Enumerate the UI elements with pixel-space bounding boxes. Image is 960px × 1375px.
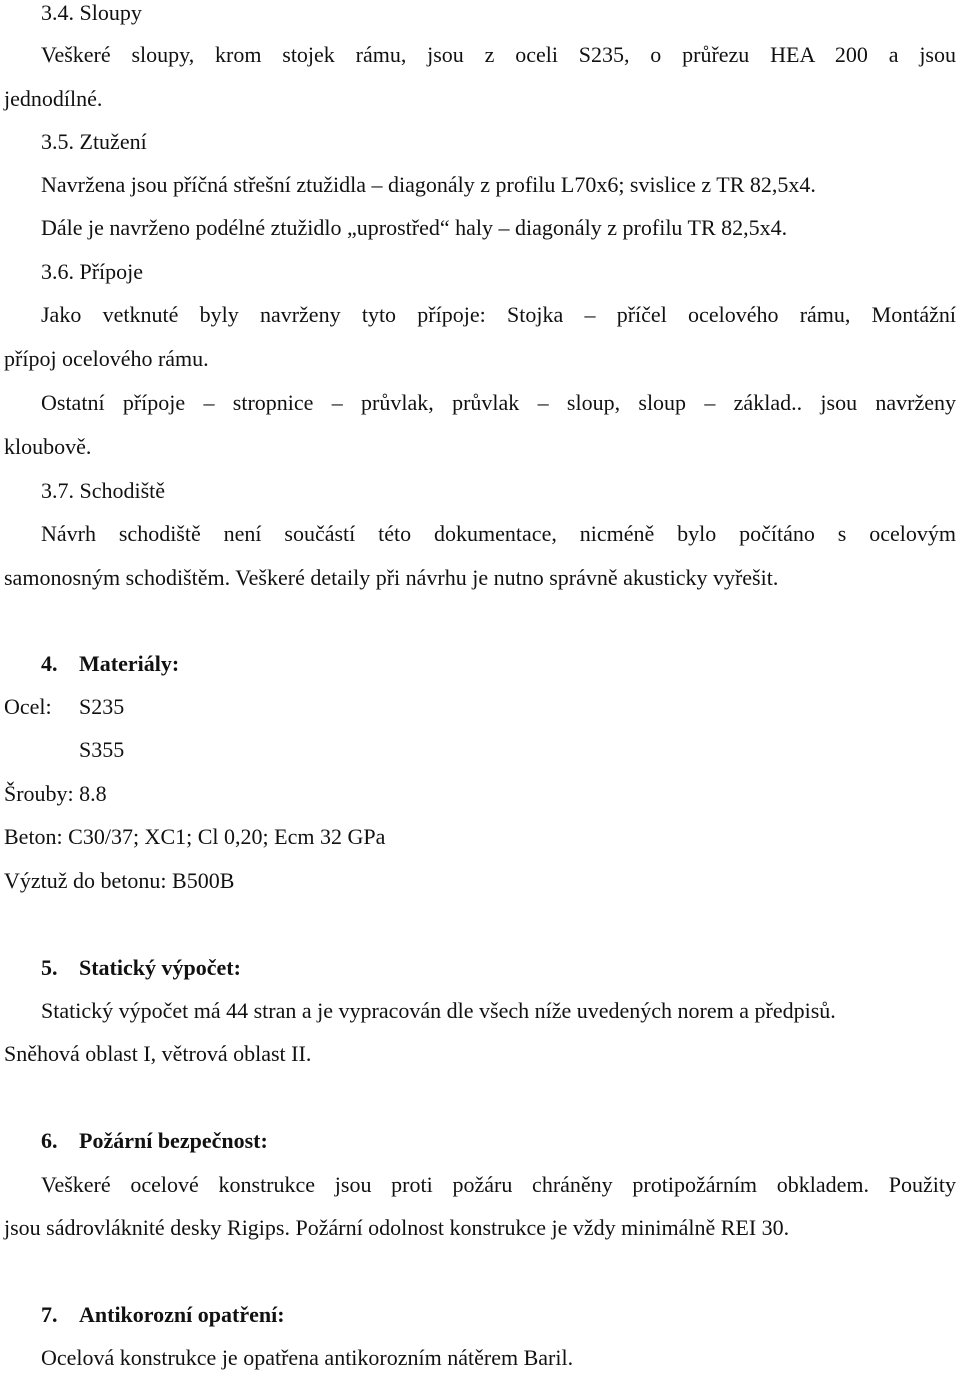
section-7-text-line-1: Ocelová konstrukce je opatřena antikorozním nátěrem Baril.	[41, 1345, 574, 1370]
section-6-text-line-2: jsou sádrovláknité desky Rigips. Požární odolnost konstrukce je vždy minimálně REI 30.	[4, 1215, 790, 1240]
section-3-6-text-line-1: Jako vetknuté byly navrženy tyto přípoje: Stojka – příčel ocelového rámu, Montážní	[41, 302, 956, 327]
section-5-text-line-2: Sněhová oblast I, větrová oblast II.	[4, 1041, 312, 1066]
materials-steel-grade-2: S355	[79, 737, 125, 762]
section-3-6-text-line-4: kloubově.	[4, 434, 92, 459]
section-3-6-text-line-2: přípoj ocelového rámu.	[4, 346, 209, 371]
section-6-number: 6.	[41, 1128, 58, 1153]
section-3-5-text-line-2: Dále je navrženo podélné ztužidlo „uprostřed“ haly – diagonály z profilu TR 82,5x4.	[41, 215, 788, 240]
section-3-7-text-line-2: samonosným schodištěm. Veškeré detaily při návrhu je nutno správně akusticky vyřešit.	[4, 565, 779, 590]
materials-rebar: Výztuž do betonu: B500B	[4, 868, 235, 893]
section-3-4-heading: 3.4. Sloupy	[41, 0, 142, 25]
section-4-title: Materiály:	[79, 651, 180, 676]
section-3-5-heading: 3.5. Ztužení	[41, 129, 147, 154]
section-5-title: Statický výpočet:	[79, 955, 241, 980]
section-7-title: Antikorozní opatření:	[79, 1302, 285, 1327]
materials-concrete: Beton: C30/37; XC1; Cl 0,20; Ecm 32 GPa	[4, 824, 386, 849]
section-3-4-text-line-1: Veškeré sloupy, krom stojek rámu, jsou z oceli S235, o průřezu HEA 200 a jsou	[41, 42, 956, 67]
materials-steel-grade-1: S235	[79, 694, 125, 719]
section-3-7-heading: 3.7. Schodiště	[41, 478, 166, 503]
section-3-6-heading: 3.6. Přípoje	[41, 259, 144, 284]
section-3-4-text-line-2: jednodílné.	[4, 86, 103, 111]
section-5-text-line-1: Statický výpočet má 44 stran a je vypracován dle všech níže uvedených norem a předpisů.	[41, 998, 836, 1023]
section-7-number: 7.	[41, 1302, 58, 1327]
materials-steel-label: Ocel:	[4, 694, 52, 719]
section-6-text-line-1: Veškeré ocelové konstrukce jsou proti požáru chráněny protipožárním obkladem. Použity	[41, 1172, 956, 1197]
section-5-number: 5.	[41, 955, 58, 980]
section-6-title: Požární bezpečnost:	[79, 1128, 268, 1153]
section-3-5-text-line-1: Navržena jsou příčná střešní ztužidla – diagonály z profilu L70x6; svislice z TR 82,5x4.	[41, 172, 816, 197]
materials-bolts: Šrouby: 8.8	[4, 781, 107, 806]
section-3-7-text-line-1: Návrh schodiště není součástí této dokumentace, nicméně bylo počítáno s ocelovým	[41, 521, 956, 546]
section-4-number: 4.	[41, 651, 58, 676]
section-3-6-text-line-3: Ostatní přípoje – stropnice – průvlak, průvlak – sloup, sloup – základ.. jsou navrženy	[41, 390, 956, 415]
